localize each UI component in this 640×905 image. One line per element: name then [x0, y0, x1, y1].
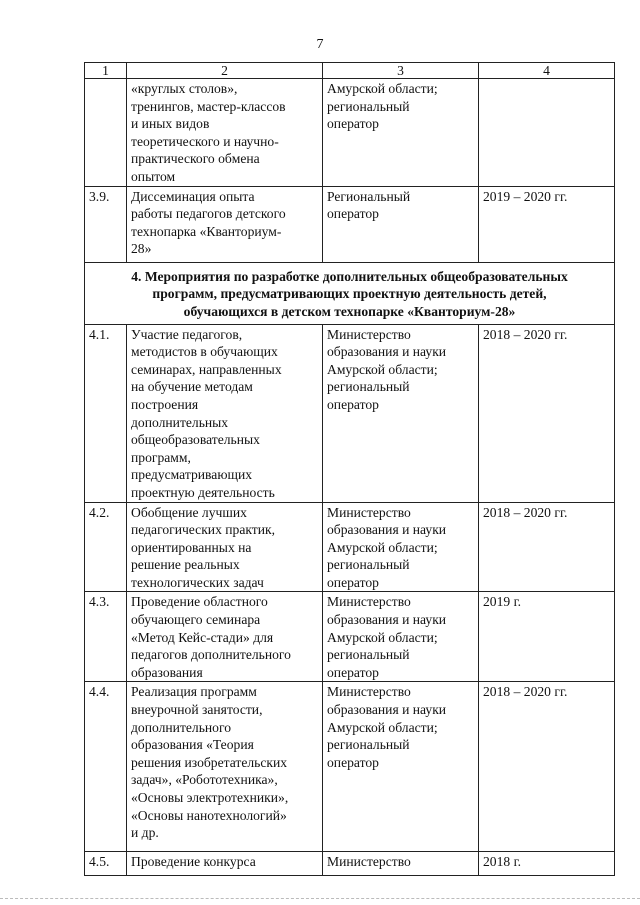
executor-text-line: оператор [327, 116, 379, 132]
executor-text-line: региональный [327, 98, 410, 114]
table-row [85, 852, 615, 876]
activity-text-line: задач», «Робототехника», [131, 772, 278, 788]
executor-cell [323, 79, 479, 187]
activity-text-line: обучающего семинара [131, 612, 261, 628]
activity-plan-table [84, 62, 615, 876]
activity-text-line: Обобщение лучших [131, 504, 247, 520]
activity-text-line: решения изобретательских [131, 754, 288, 770]
activity-cell [127, 682, 323, 852]
executor-text-line: оператор [327, 574, 379, 590]
executor-text-line: оператор [327, 664, 379, 680]
item-number-cell: 4.4. [85, 682, 127, 852]
period-cell: 2018 – 2020 гг. [479, 682, 615, 852]
table-row [85, 682, 615, 852]
section-heading-line: программ, предусматривающих проектную деятельность детей, [152, 286, 547, 302]
section-heading-line: обучающихся в детском технопарке «Кванториум-28» [183, 303, 516, 319]
section-heading-line: 4. Мероприятия по разработке дополнительных общеобразовательных [131, 268, 568, 284]
header-cell-3: 3 [323, 63, 479, 79]
executor-text-line: региональный [327, 379, 410, 395]
executor-text-line: образования и науки [327, 702, 447, 718]
item-number-cell: 4.3. [85, 592, 127, 682]
executor-text-line: Амурской области; [327, 629, 438, 645]
activity-text-line: решение реальных [131, 557, 240, 573]
item-number-cell: 3.9. [85, 186, 127, 262]
executor-cell [323, 186, 479, 262]
activity-text-line: тренингов, мастер-классов [131, 98, 286, 114]
period-cell: 2018 – 2020 гг. [479, 502, 615, 592]
executor-text-line: оператор [327, 396, 379, 412]
activity-cell [127, 324, 323, 502]
activity-cell [127, 79, 323, 187]
executor-cell [323, 502, 479, 592]
executor-text-line: региональный [327, 557, 410, 573]
period-cell: 2019 – 2020 гг. [479, 186, 615, 262]
activity-cell [127, 852, 323, 876]
activity-text-line: образования [131, 664, 203, 680]
executor-text-line: оператор [327, 754, 379, 770]
activity-text-line: теоретического и научно- [131, 133, 279, 149]
period-cell: 2018 – 2020 гг. [479, 324, 615, 502]
table-row [85, 186, 615, 262]
activity-text-line: общеобразовательных [131, 432, 260, 448]
section-heading [85, 262, 615, 324]
activity-text-line: «Метод Кейс-стади» для [131, 629, 274, 645]
executor-cell [323, 852, 479, 876]
activity-text-line: Реализация программ [131, 684, 257, 700]
activity-cell [127, 592, 323, 682]
executor-text-line: образования и науки [327, 344, 447, 360]
activity-text-line: Проведение областного [131, 594, 268, 610]
period-cell: 2019 г. [479, 592, 615, 682]
activity-text-line: технопарка «Кванториум- [131, 223, 282, 239]
activity-text-line: Участие педагогов, [131, 326, 243, 342]
scan-edge [0, 897, 640, 899]
page-number: 7 [316, 37, 324, 52]
executor-cell [323, 682, 479, 852]
executor-text-line: Амурской области; [327, 539, 438, 555]
table-header-row [85, 63, 615, 79]
activity-text-line: «круглых столов», [131, 81, 238, 96]
activity-text-line: программ, [131, 449, 191, 465]
executor-text-line: образования и науки [327, 612, 447, 628]
activity-text-line: Диссеминация опыта [131, 188, 255, 204]
executor-text-line: региональный [327, 737, 410, 753]
activity-text-line: педагогических практик, [131, 522, 276, 538]
activity-text-line: внеурочной занятости, [131, 702, 263, 718]
table-row [85, 592, 615, 682]
table-row [85, 502, 615, 592]
activity-text-line: работы педагогов детского [131, 206, 286, 222]
executor-text-line: Амурской области; [327, 719, 438, 735]
item-number-cell [85, 79, 127, 187]
header-cell-4: 4 [479, 63, 615, 79]
activity-text-line: Проведение конкурса [131, 854, 256, 870]
executor-cell [323, 592, 479, 682]
item-number-cell: 4.5. [85, 852, 127, 876]
item-number-cell: 4.1. [85, 324, 127, 502]
activity-text-line: практического обмена [131, 151, 260, 167]
activity-text-line: дополнительных [131, 414, 229, 430]
executor-text-line: Министерство [327, 504, 411, 520]
activity-text-line: проектную деятельность [131, 484, 275, 500]
executor-cell [323, 324, 479, 502]
executor-text-line: Амурской области; [327, 361, 438, 377]
section-heading-row [85, 262, 615, 324]
executor-text-line: Амурской области; [327, 81, 438, 96]
activity-text-line: ориентированных на [131, 539, 252, 555]
executor-text-line: оператор [327, 206, 379, 222]
executor-text-line: Министерство [327, 854, 411, 870]
activity-text-line: 28» [131, 241, 152, 257]
activity-text-line: и иных видов [131, 116, 210, 132]
table-row [85, 324, 615, 502]
activity-text-line: на обучение методам [131, 379, 253, 395]
activity-text-line: дополнительного [131, 719, 232, 735]
executor-text-line: региональный [327, 647, 410, 663]
executor-text-line: образования и науки [327, 522, 447, 538]
executor-text-line: Министерство [327, 326, 411, 342]
activity-text-line: предусматривающих [131, 467, 253, 483]
header-cell-1: 1 [85, 63, 127, 79]
activity-text-line: педагогов дополнительного [131, 647, 291, 663]
activity-text-line: семинарах, направленных [131, 361, 282, 377]
activity-cell [127, 502, 323, 592]
activity-text-line: технологических задач [131, 574, 264, 590]
period-cell [479, 79, 615, 187]
activity-text-line: «Основы электротехники», [131, 790, 289, 805]
header-cell-2: 2 [127, 63, 323, 79]
activity-text-line: опытом [131, 168, 176, 184]
activity-text-line: образования «Теория [131, 737, 254, 753]
executor-text-line: Министерство [327, 684, 411, 700]
item-number-cell: 4.2. [85, 502, 127, 592]
period-cell: 2018 г. [479, 852, 615, 876]
executor-text-line: Министерство [327, 594, 411, 610]
executor-text-line: Региональный [327, 188, 411, 204]
activity-text-line: методистов в обучающих [131, 344, 278, 360]
activity-text-line: «Основы нанотехнологий» [131, 807, 287, 823]
activity-text-line: построения [131, 396, 199, 412]
activity-text-line: и др. [131, 825, 159, 841]
table-row [85, 79, 615, 187]
activity-cell [127, 186, 323, 262]
